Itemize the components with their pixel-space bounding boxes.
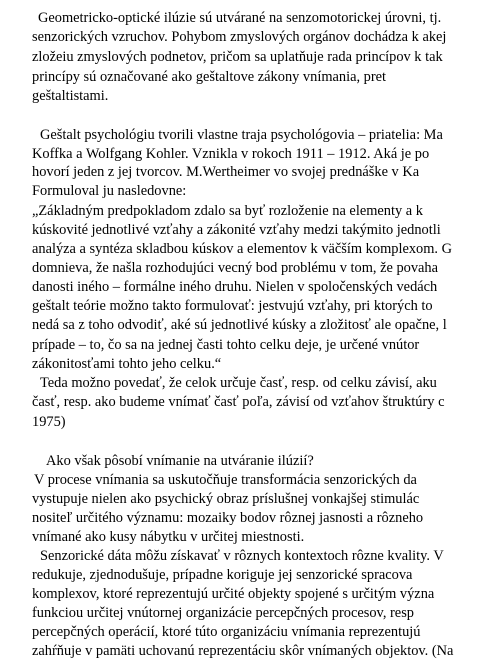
text-line: domnieva, že našla rozhodujúci vecný bod problému v tom, že povaha bbox=[32, 260, 439, 276]
text-line: vystupuje nielen ako psychický obraz príslušnej vonkajšej stimulác bbox=[32, 491, 420, 507]
text-line: časť, resp. ako budeme vnímať časť poľa, závisí od vzťahov štruktúry c bbox=[32, 394, 445, 410]
text-line: komplexov, ktoré reprezentujú určité objekty spojené s určitým význa bbox=[32, 586, 435, 602]
text-line: danosti iného – formálne iného druhu. Nielen v spoločenských vedách bbox=[32, 279, 438, 295]
text-line: Geštalt psychológiu tvorili vlastne traja psychológovia – priatelia: Ma bbox=[40, 127, 443, 143]
text-line: Ako však pôsobí vnímanie na utváranie ilúzií? bbox=[46, 453, 314, 469]
text-line: princípy sú označované ako geštaltove zákony vnímania, pret bbox=[32, 69, 387, 85]
text-line: redukuje, zjednodušuje, prípadne koriguje jej senzorické spracova bbox=[32, 567, 413, 583]
text-line: percepčných operácií, ktoré túto organizáciu vnímania reprezentujú bbox=[32, 624, 421, 640]
text-line: geštaltistami. bbox=[32, 88, 109, 104]
text-line: senzorických vzruchov. Pohybom zmyslových orgánov dochádza k akej bbox=[32, 29, 447, 45]
text-line: „Základným predpokladom zdalo sa byť rozloženie na elementy a k bbox=[32, 203, 423, 219]
text-line: Koffka a Wolfgang Kohler. Vznikla v rokoch 1911 – 1912. Aká je po bbox=[32, 146, 430, 162]
text-line: V procese vnímania sa uskutočňuje transformácia senzorických da bbox=[34, 472, 417, 488]
text-line: zahŕňuje v pamäti uchovanú reprezentáciu skôr vnímaných objektov. (Na bbox=[32, 643, 454, 659]
text-line: geštalt teórie možno takto formulovať: jestvujú vzťahy, pri ktorých to bbox=[32, 298, 433, 314]
text-line: Senzorické dáta môžu získavať v rôznych kontextoch rôzne kvality. V bbox=[40, 548, 444, 564]
text-line: zákonitosťami tohto jeho celku.“ bbox=[32, 356, 222, 372]
text-line: 1975) bbox=[32, 414, 66, 430]
text-line: vnímané ako kusy nábytku v určitej miestnosti. bbox=[32, 529, 305, 545]
text-line: Formuloval ju nasledovne: bbox=[32, 183, 187, 199]
text-line: kúskovité jednotlivé vzťahy a zákonité vzťahy medzi takýmito jednotli bbox=[32, 222, 441, 238]
text-line: Geometricko-optické ilúzie sú utvárané na senzomotorickej úrovni, tj. bbox=[38, 10, 442, 26]
text-line: analýza a syntéza skladbou kúskov a elementov k väčším komplexom. G bbox=[32, 241, 453, 257]
text-line: nositeľ určitého významu: mozaiky bodov rôznej jasnosti a rôzneho bbox=[32, 510, 424, 526]
text-line: prípade – to, čo sa na jednej časti tohto celku deje, je určené vnútor bbox=[32, 337, 420, 353]
text-line: hovorí jeden z jej tvorcov. M.Wertheimer vo svojej prednáške v Ka bbox=[32, 164, 420, 180]
text-line: zložeiu zmyslových podnetov, pričom sa uplatňuje rada princípov k tak bbox=[32, 49, 443, 65]
text-line: funkciou určitej vnútornej organizácie percepčných procesov, resp bbox=[32, 605, 414, 621]
text-line: Teda možno povedať, že celok určuje časť, resp. od celku závisí, aku bbox=[40, 375, 437, 391]
text-line: nedá sa z toho odvodiť, aké sú jednotlivé kúsky a zložitosť ale opačne, l bbox=[32, 317, 447, 333]
